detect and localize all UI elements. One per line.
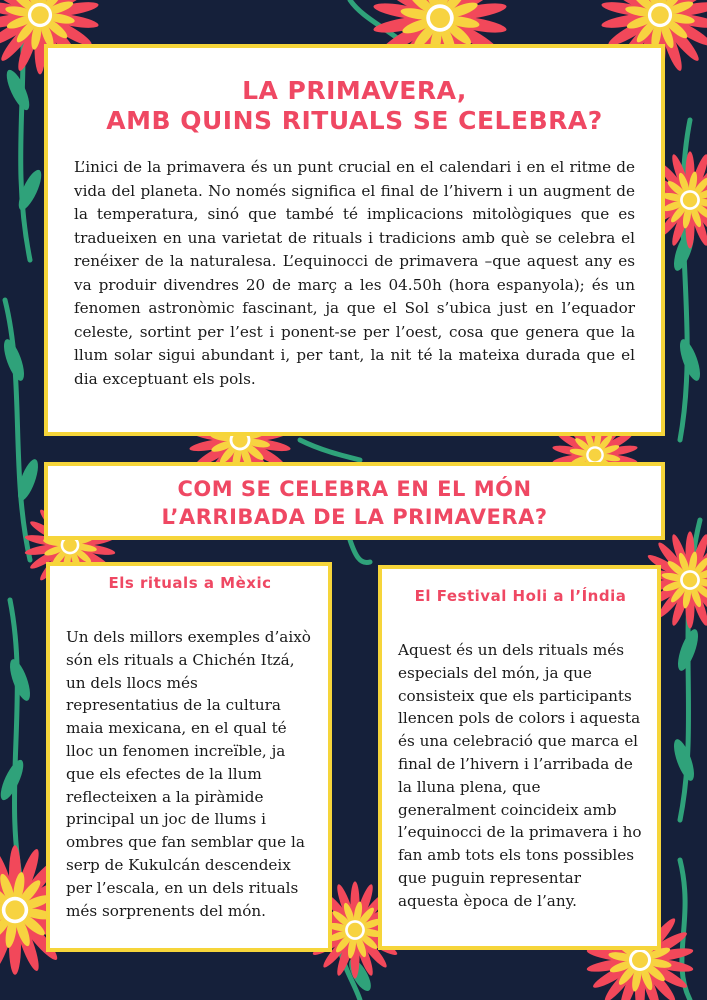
intro-title-line1: LA PRIMAVERA, <box>242 76 467 105</box>
india-card-title: El Festival Holi a l’Índia <box>414 587 627 605</box>
section-title <box>48 475 661 531</box>
section-title-line2: L’ARRIBADA DE LA PRIMAVERA? <box>161 505 548 529</box>
mexico-card-text: Un dels millors exemples d’això són els rituals a Chichén Itzá, un dels llocs més representatius de la cultura maia mexicana, en el qual té lloc un fenomen increïble, ja que els efectes de la llum reflecteixen a la piràmide principal un joc de llums i ombres que fan semblar que la serp de Kukulcán descendeix per l’escala, en un dels rituals més sorprenents del món. <box>66 628 311 920</box>
section-title-line1: COM SE CELEBRA EN EL MÓN <box>177 477 532 501</box>
intro-title <box>74 76 635 136</box>
section-heading-panel <box>44 462 665 540</box>
mexico-card-title: Els rituals a Mèxic <box>108 574 272 592</box>
intro-paragraph: L’inici de la primavera és un punt crucial en el calendari i en el ritme de vida del planeta. No només significa el final de l’hivern i un augment de la temperatura, sinó que també té implicacions mitològiques que es tradueixen en una varietat de rituals i tradicions amb què se celebra el renéixer de la naturalesa. L’equinocci de primavera –que aquest any es va produir divendres 20 de març a les 04.50h (hora espanyola); és un fenomen astronòmic fascinant, ja que el Sol s’ubica just en l’equador celeste, sortint per l’est i ponent-se per l’oest, cosa que genera que la llum solar sigui abundant i, per tant, la nit té la mateixa durada que el dia exceptuant els pols. <box>74 158 635 388</box>
mexico-card <box>46 562 332 952</box>
intro-panel <box>44 44 665 436</box>
india-card-text: Aquest és un dels rituals més especials del món, ja que consisteix que els participants llencen pols de colors i aquesta és una celebració que marca el final de l’hivern i l’arribada de la lluna plena, que generalment coincideix amb l’equinocci de la primavera i ho fan amb tots els tons possibles que puguin representar aquesta època de l’any. <box>398 641 642 910</box>
india-card <box>378 565 661 950</box>
intro-title-line2: AMB QUINS RITUALS SE CELEBRA? <box>106 106 603 135</box>
